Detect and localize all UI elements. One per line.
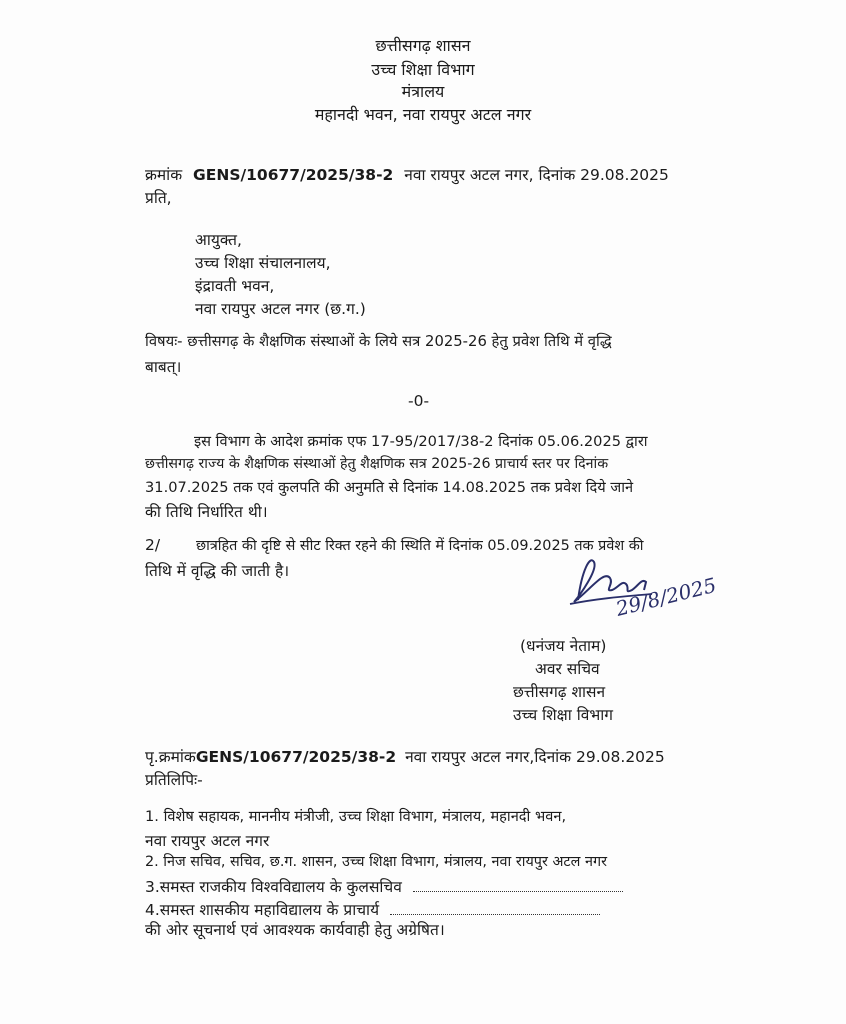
- copy-item-3-line: [145, 875, 623, 897]
- signatory-org-1: छत्तीसगढ़ शासन: [513, 683, 606, 701]
- para2-number: 2/: [145, 536, 161, 554]
- subject-line-1: विषयः- छत्तीसगढ़ के शैक्षणिक संस्थाओं के लिये सत्र 2025-26 हेतु प्रवेश तिथि में वृद्धि: [145, 333, 612, 350]
- subject-line-2: बाबत्।: [145, 358, 182, 376]
- copy-item-4-line: [145, 898, 600, 920]
- reference-place-date: नवा रायपुर अटल नगर, दिनांक 29.08.2025: [404, 166, 669, 184]
- dotted-fill-line: [390, 902, 600, 915]
- header-address: महानदी भवन, नवा रायपुर अटल नगर: [314, 105, 532, 124]
- handwritten-signature: [560, 540, 750, 630]
- addressee-line-1: आयुक्त,: [195, 231, 242, 249]
- prati-label: प्रति,: [145, 189, 172, 207]
- para1-line-2: छत्तीसगढ़ राज्य के शैक्षणिक संस्थाओं हेतु शैक्षणिक सत्र 2025-26 प्राचार्य स्तर पर दिनांक: [145, 456, 609, 472]
- copy-item-1-line-1: 1. विशेष सहायक, माननीय मंत्रीजी, उच्च शिक्षा विभाग, मंत्रालय, महानदी भवन,: [145, 808, 567, 825]
- reference-label: क्रमांक: [145, 166, 183, 184]
- copy-reference-label: पृ.क्रमांक: [145, 748, 196, 766]
- para2-line-2: तिथि में वृद्धि की जाती है।: [145, 562, 290, 580]
- para1-line-1: इस विभाग के आदेश क्रमांक एफ 17-95/2017/38-2 दिनांक 05.06.2025 द्वारा: [194, 433, 648, 450]
- reference-number: GENS/10677/2025/38-2: [193, 166, 394, 184]
- addressee-line-2: उच्च शिक्षा संचालनालय,: [195, 254, 331, 272]
- copy-closing: की ओर सूचनार्थ एवं आवश्यक कार्यवाही हेतु अग्रेषित।: [145, 921, 445, 939]
- copy-heading: प्रतिलिपिः-: [145, 771, 203, 789]
- header-ministry: मंत्रालय: [401, 82, 445, 101]
- copy-reference-place-date: नवा रायपुर अटल नगर,दिनांक 29.08.2025: [405, 748, 665, 766]
- addressee-line-3: इंद्रावती भवन,: [195, 277, 275, 295]
- reference-line: [145, 163, 669, 185]
- signatory-designation: अवर सचिव: [535, 660, 600, 678]
- copy-item-2: 2. निज सचिव, सचिव, छ.ग. शासन, उच्च शिक्षा विभाग, मंत्रालय, नवा रायपुर अटल नगर: [145, 854, 607, 870]
- copy-item-1-line-2: नवा रायपुर अटल नगर: [145, 832, 270, 850]
- para2-line-1: छात्रहित की दृष्टि से सीट रिक्त रहने की स्थिति में दिनांक 05.09.2025 तक प्रवेश की: [196, 538, 644, 554]
- signatory-org-2: उच्च शिक्षा विभाग: [513, 706, 613, 724]
- addressee-line-4: नवा रायपुर अटल नगर (छ.ग.): [195, 300, 366, 318]
- signatory-name: (धनंजय नेताम): [520, 637, 607, 655]
- copy-reference-number: GENS/10677/2025/38-2: [195, 748, 397, 766]
- handwritten-date: 29/8/2025: [613, 572, 719, 621]
- header-department: उच्च शिक्षा विभाग: [371, 60, 475, 79]
- copy-item-4: 4.समस्त शासकीय महाविद्यालय के प्राचार्य: [145, 901, 380, 919]
- header-government: छत्तीसगढ़ शासन: [375, 36, 471, 55]
- para1-line-3: 31.07.2025 तक एवं कुलपति की अनुमति से दिनांक 14.08.2025 तक प्रवेश दिये जाने: [145, 479, 634, 496]
- dotted-fill-line: [413, 879, 623, 892]
- para1-line-4: की तिथि निर्धारित थी।: [145, 503, 268, 521]
- separator: -0-: [408, 392, 430, 410]
- copy-item-3: 3.समस्त राजकीय विश्वविद्यालय के कुलसचिव: [145, 878, 402, 896]
- copy-reference-line: [145, 745, 665, 767]
